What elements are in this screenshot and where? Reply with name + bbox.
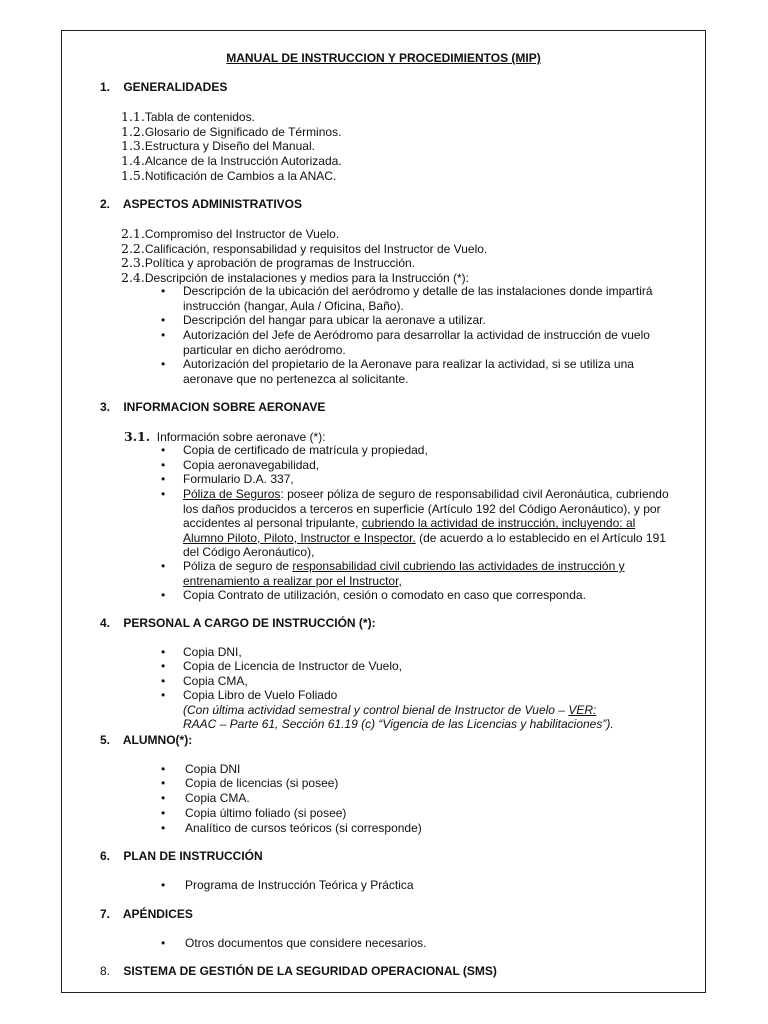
section-title: ASPECTOS ADMINISTRATIVOS: [122, 197, 303, 211]
list-item-text: Analítico de cursos teóricos (si corresponde): [185, 821, 422, 835]
section-title: INFORMACION SOBRE AERONAVE: [123, 400, 326, 414]
subsection-text: Descripción de instalaciones y medios para la Instrucción (*):: [144, 271, 470, 285]
list-item-text: Descripción del hangar para ubicar la aeronave a utilizar.: [183, 313, 486, 327]
bullet-icon: •: [161, 878, 166, 892]
list-item-text: Copia de licencias (si posee): [185, 776, 339, 790]
bullet-icon: •: [161, 472, 166, 486]
subsection-1-2: [121, 124, 341, 139]
list-item-text: Copia Libro de Vuelo Foliado (Con última actividad semestral y control bienal de Instructor de Vuelo – VER: RAAC – Parte 61, Sección 61.19 (c) “Vigencia de las Licencias y habilitaciones”).: [183, 688, 614, 732]
list-item-text: Póliza de Seguros: poseer póliza de seguro de responsabilidad civil Aeronáutica, cubriendo los daños producidos a terceros en superficie (Artículo 192 del Código Aeronáutico), y por accidentes al personal tripulante, cubriendo la actividad de instrucción, incluyendo: al Alumno Piloto, Piloto, Instructor e Inspector. (de acuerdo a lo establecido en el Artículo 191 del Código Aeronáutico),: [183, 487, 669, 560]
subsection-2-2: [121, 241, 487, 256]
section-number: 1.: [100, 80, 111, 94]
bullet-icon: •: [161, 762, 166, 776]
list-item-text: Copia de certificado de matrícula y propiedad,: [183, 443, 428, 457]
section-title: SISTEMA DE GESTIÓN DE LA SEGURIDAD OPERACIONAL (SMS): [123, 964, 497, 978]
subsection-number: 1.2.: [121, 124, 145, 139]
subsection-text: Tabla de contenidos.: [144, 110, 255, 124]
subsection-2-4: [121, 270, 469, 285]
list-item-text: Copia DNI: [185, 762, 241, 776]
subsection-number: 1.4.: [121, 153, 145, 168]
bullet-icon: •: [161, 284, 166, 298]
subsection-3-1: [124, 429, 326, 444]
subsection-2-3: [121, 255, 415, 270]
section-7-heading: [100, 907, 193, 921]
subsection-text: Política y aprobación de programas de Instrucción.: [144, 256, 416, 270]
bullet-icon: •: [161, 659, 166, 673]
subsection-number: 2.3.: [121, 255, 145, 270]
bullet-icon: •: [161, 559, 166, 573]
bullet-icon: •: [161, 674, 166, 688]
section-3-heading: [100, 400, 325, 414]
section-number: 6.: [100, 849, 111, 863]
section-title: PLAN DE INSTRUCCIÓN: [123, 849, 263, 863]
subsection-1-3: [121, 138, 315, 153]
subsection-number: 1.3.: [121, 138, 145, 153]
subsection-text: Glosario de Significado de Términos.: [144, 125, 342, 139]
subsection-1-1: [121, 109, 255, 124]
list-item-text: Programa de Instrucción Teórica y Práctica: [185, 878, 414, 892]
document-title: MANUAL DE INSTRUCCION Y PROCEDIMIENTOS (MIP): [226, 51, 541, 65]
subsection-text: Calificación, responsabilidad y requisitos del Instructor de Vuelo.: [144, 242, 488, 256]
subsection-1-4: [121, 153, 342, 168]
list-item-text: Copia aeronavegabilidad,: [183, 458, 320, 472]
list-item-text: Descripción de la ubicación del aeródromo y detalle de las instalaciones donde impartirá instrucción (hangar, Aula / Oficina, Baño).: [183, 284, 653, 313]
section-title: GENERALIDADES: [123, 80, 228, 94]
section-number: 5.: [100, 733, 111, 747]
bullet-icon: •: [161, 821, 166, 835]
section-number: 3.: [100, 400, 111, 414]
bullet-icon: •: [161, 588, 166, 602]
list-item-text: Copia último foliado (si posee): [185, 806, 347, 820]
section-2-heading: [100, 197, 302, 211]
list-item-text: Otros documentos que considere necesarios.: [185, 936, 427, 950]
bullet-icon: •: [161, 443, 166, 457]
bullet-icon: •: [161, 936, 166, 950]
bullet-icon: •: [161, 645, 166, 659]
subsection-2-1: [121, 226, 339, 241]
list-item-text: Póliza de seguro de responsabilidad civil cubriendo las actividades de instrucción y entrenamiento a realizar por el Instructor,: [183, 559, 625, 588]
subsection-text: Estructura y Diseño del Manual.: [144, 139, 315, 153]
subsection-number: 2.2.: [121, 241, 145, 256]
section-6-heading: [100, 849, 263, 863]
list-item-text: Copia CMA.: [185, 791, 250, 805]
section-number: 4.: [100, 616, 111, 630]
list-item-text: Copia Contrato de utilización, cesión o comodato en caso que corresponda.: [183, 588, 586, 602]
list-item-text: Copia DNI,: [183, 645, 242, 659]
bullet-icon: •: [161, 328, 166, 342]
section-number: 8.: [100, 964, 111, 978]
subsection-text: Alcance de la Instrucción Autorizada.: [144, 154, 342, 168]
bullet-icon: •: [161, 791, 166, 805]
bullet-icon: •: [161, 458, 166, 472]
list-item-text: Autorización del Jefe de Aeródromo para desarrollar la actividad de instrucción de vuelo particular en dicho aeródromo.: [183, 328, 650, 357]
subsection-number: 2.4.: [121, 270, 145, 285]
list-item-text: Copia de Licencia de Instructor de Vuelo,: [183, 659, 403, 673]
bullet-icon: •: [161, 688, 166, 702]
section-title: APÉNDICES: [122, 907, 193, 921]
section-number: 7.: [100, 907, 111, 921]
subsection-1-5: [121, 168, 336, 183]
list-item-text: Copia CMA,: [183, 674, 248, 688]
subsection-number: 2.1.: [121, 226, 145, 241]
subsection-text: Notificación de Cambios a la ANAC.: [144, 169, 337, 183]
subsection-number: 1.1.: [121, 109, 145, 124]
list-item-text: Formulario D.A. 337,: [183, 472, 294, 486]
bullet-icon: •: [161, 487, 166, 501]
section-number: 2.: [100, 197, 111, 211]
section-8-heading: [100, 964, 497, 978]
bullet-icon: •: [161, 313, 166, 327]
list-item-text: Autorización del propietario de la Aeronave para realizar la actividad, si se utiliza una aeronave que no pertenezca al solicitante.: [183, 357, 634, 386]
bullet-icon: •: [161, 776, 166, 790]
subsection-text: Información sobre aeronave (*):: [156, 430, 326, 444]
bullet-icon: •: [161, 357, 166, 371]
bullet-icon: •: [161, 806, 166, 820]
section-5-heading: [100, 733, 192, 747]
section-1-heading: [100, 80, 227, 94]
subsection-number: 3.1.: [124, 429, 151, 444]
section-title: ALUMNO(*):: [122, 733, 193, 747]
subsection-number: 1.5.: [121, 168, 145, 183]
subsection-text: Compromiso del Instructor de Vuelo.: [144, 227, 340, 241]
section-4-heading: [100, 616, 376, 630]
section-title: PERSONAL A CARGO DE INSTRUCCIÓN (*):: [123, 616, 376, 630]
